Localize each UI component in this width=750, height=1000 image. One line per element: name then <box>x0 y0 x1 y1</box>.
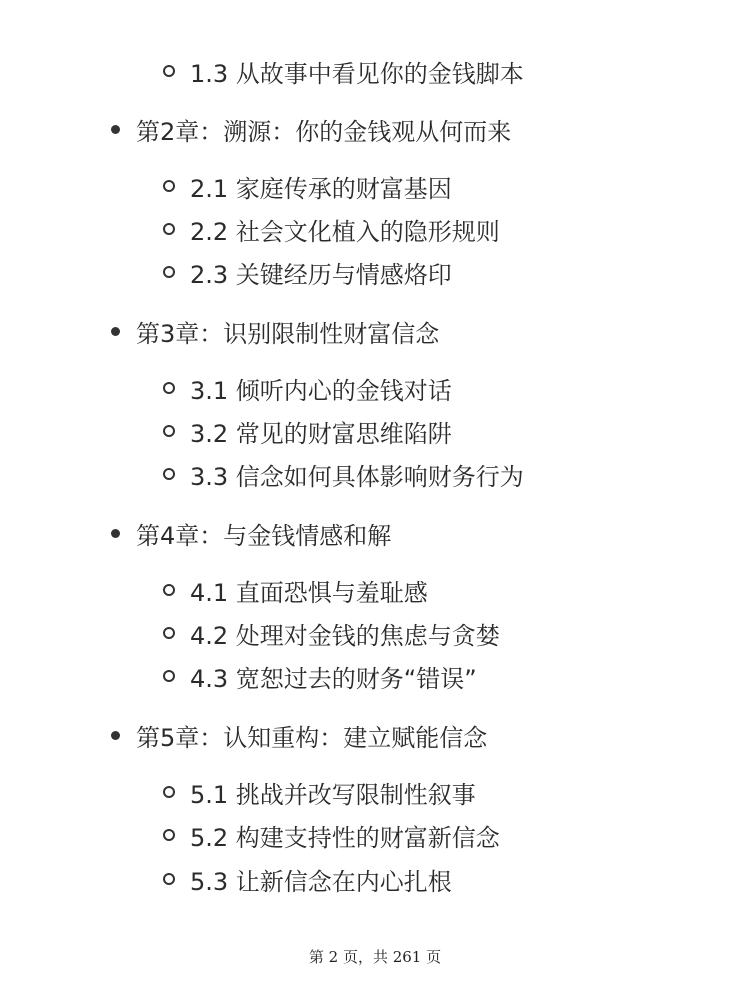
hollow-bullet-icon <box>163 425 175 437</box>
hollow-bullet-icon <box>163 829 175 841</box>
toc-section-2-3[interactable] <box>163 254 452 290</box>
toc-item-label: 5.3 让新信念在内心扎根 <box>190 867 452 896</box>
toc-chapter-4[interactable] <box>111 514 391 552</box>
toc-item-label: 2.2 社会文化植入的隐形规则 <box>190 217 500 246</box>
page-number-footer: 第 2 页，共 261 页 <box>308 948 442 966</box>
hollow-bullet-icon <box>163 223 175 235</box>
filled-bullet-icon <box>111 327 120 336</box>
toc-chapter-3[interactable] <box>111 312 439 350</box>
toc-item-label: 5.2 构建支持性的财富新信念 <box>190 823 500 852</box>
toc-item-label: 3.2 常见的财富思维陷阱 <box>190 419 452 448</box>
toc-section-4-3[interactable] <box>163 658 477 694</box>
toc-section-1-3[interactable] <box>163 53 524 89</box>
toc-section-3-3[interactable] <box>163 456 524 492</box>
toc-item-label: 2.1 家庭传承的财富基因 <box>190 174 452 203</box>
hollow-bullet-icon <box>163 873 175 885</box>
toc-section-4-2[interactable] <box>163 615 500 651</box>
toc-item-label: 2.3 关键经历与情感烙印 <box>190 260 452 289</box>
toc-chapter-2[interactable] <box>111 110 511 148</box>
filled-bullet-icon <box>111 529 120 538</box>
toc-item-label: 5.1 挑战并改写限制性叙事 <box>190 780 476 809</box>
toc-section-5-3[interactable] <box>163 861 452 897</box>
toc-chapter-5[interactable] <box>111 716 487 754</box>
hollow-bullet-icon <box>163 180 175 192</box>
toc-section-3-2[interactable] <box>163 413 452 449</box>
toc-item-label: 第5章：认知重构：建立赋能信念 <box>136 723 488 752</box>
toc-section-2-2[interactable] <box>163 211 500 247</box>
hollow-bullet-icon <box>163 65 175 77</box>
filled-bullet-icon <box>111 731 120 740</box>
toc-item-label: 第4章：与金钱情感和解 <box>136 521 392 550</box>
hollow-bullet-icon <box>163 786 175 798</box>
toc-item-label: 3.3 信念如何具体影响财务行为 <box>190 462 524 491</box>
toc-item-label: 4.3 宽恕过去的财务“错误” <box>190 664 477 693</box>
toc-item-label: 4.1 直面恐惧与羞耻感 <box>190 578 428 607</box>
hollow-bullet-icon <box>163 670 175 682</box>
toc-section-5-2[interactable] <box>163 817 500 853</box>
toc-item-label: 3.1 倾听内心的金钱对话 <box>190 376 452 405</box>
toc-section-4-1[interactable] <box>163 572 428 608</box>
toc-item-label: 1.3 从故事中看见你的金钱脚本 <box>190 59 524 88</box>
hollow-bullet-icon <box>163 382 175 394</box>
toc-item-label: 4.2 处理对金钱的焦虑与贪婪 <box>190 621 500 650</box>
toc-section-3-1[interactable] <box>163 370 452 406</box>
toc-item-label: 第3章：识别限制性财富信念 <box>136 319 440 348</box>
toc-section-2-1[interactable] <box>163 168 452 204</box>
filled-bullet-icon <box>111 125 120 134</box>
toc-item-label: 第2章：溯源：你的金钱观从何而来 <box>136 117 512 146</box>
hollow-bullet-icon <box>163 584 175 596</box>
hollow-bullet-icon <box>163 627 175 639</box>
hollow-bullet-icon <box>163 266 175 278</box>
hollow-bullet-icon <box>163 468 175 480</box>
toc-section-5-1[interactable] <box>163 774 476 810</box>
